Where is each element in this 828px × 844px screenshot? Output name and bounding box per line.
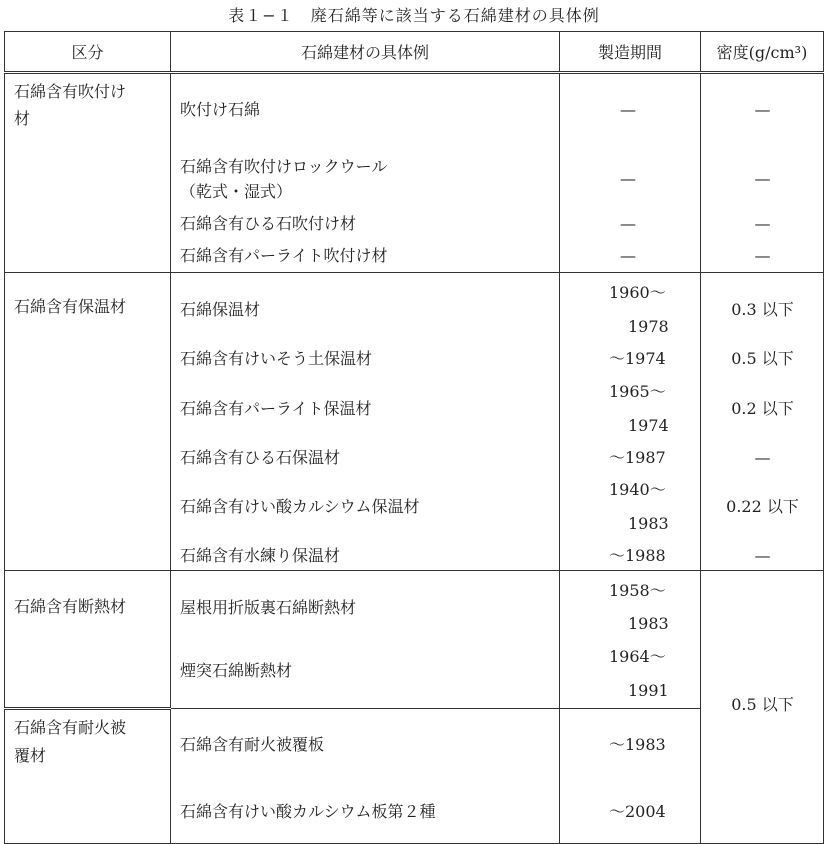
density-value: 0.22 以下: [726, 497, 799, 516]
density-value: 0.2 以下: [731, 399, 794, 418]
category-cell-spray: [5, 73, 171, 273]
material-item: 石綿含有ひる石吹付け材: [180, 214, 357, 233]
material-item: 石綿含有けい酸カルシウム板第２種: [180, 802, 436, 821]
material-item: 石綿含有パーライト保温材: [180, 399, 372, 418]
header-density: 密度(g/cm³): [701, 32, 824, 73]
period-value: 〜1988: [609, 546, 666, 565]
density-value: —: [754, 448, 771, 467]
period-value: —: [620, 169, 636, 188]
period-value: 1958〜: [609, 581, 666, 600]
material-item: 石綿含有ひる石保温材: [180, 448, 341, 467]
material-item: 石綿含有耐火被覆板: [180, 735, 325, 754]
density-value: 0.5 以下: [731, 349, 794, 368]
period-value: 1965〜: [609, 382, 666, 401]
period-cell-fireproof: [560, 709, 701, 844]
asbestos-materials-table: [4, 31, 824, 844]
density-value: 0.3 以下: [731, 300, 794, 319]
period-cell-insulation: [560, 273, 701, 571]
period-value: 〜1983: [609, 735, 666, 754]
material-item: 石綿含有パーライト吹付け材: [180, 246, 388, 265]
material-cell-heat-insulation: [171, 571, 560, 709]
density-value-shared: 0.5 以下: [731, 695, 794, 714]
period-value: 1991: [628, 681, 669, 700]
material-item: 煙突石綿断熱材: [180, 661, 293, 680]
category-line: 覆材: [14, 746, 47, 765]
material-item: 石綿含有吹付けロックウール: [180, 157, 388, 176]
header-category: 区分: [5, 32, 171, 73]
category-cell-fireproof: [5, 709, 171, 844]
material-item: 屋根用折版裏石綿断熱材: [180, 598, 357, 617]
period-value: 1940〜: [609, 480, 666, 499]
material-cell-insulation: [171, 273, 560, 571]
period-value: 〜1987: [609, 448, 666, 467]
material-item: 石綿保温材: [180, 300, 261, 319]
material-item: 石綿含有けい酸カルシウム保温材: [180, 497, 420, 516]
material-item: 吹付け石綿: [180, 100, 261, 119]
density-cell-insulation: [701, 273, 824, 571]
category-line: 材: [14, 109, 31, 128]
period-value: —: [620, 214, 636, 233]
period-cell-spray: [560, 73, 701, 273]
density-cell-spray: [701, 73, 824, 273]
category-line: 石綿含有保温材: [14, 297, 127, 316]
period-value: 1964〜: [609, 647, 666, 666]
density-value: —: [754, 169, 771, 188]
period-value: —: [620, 246, 636, 265]
period-cell-heat-insulation: [560, 571, 701, 709]
material-cell-spray: [171, 73, 560, 273]
material-item: 石綿含有水練り保温材: [180, 546, 341, 565]
period-value: 1974: [628, 416, 669, 435]
density-value: —: [754, 100, 771, 119]
period-value: 〜2004: [609, 802, 666, 821]
material-item: 石綿含有けいそう土保温材: [180, 349, 373, 368]
density-value: —: [754, 214, 771, 233]
period-value: 〜1974: [609, 349, 666, 368]
category-line: 石綿含有耐火被: [14, 718, 127, 737]
category-cell-heat-insulation: [5, 571, 171, 709]
material-cell-fireproof: [171, 709, 560, 844]
category-line: 石綿含有吹付け: [14, 82, 127, 101]
period-value: 1983: [628, 614, 669, 633]
density-cell-shared: [701, 571, 824, 844]
density-value: —: [754, 546, 771, 565]
period-value: 1960〜: [609, 283, 666, 302]
category-line: 石綿含有断熱材: [14, 597, 127, 616]
header-period: 製造期間: [560, 32, 701, 73]
density-value: —: [754, 246, 771, 265]
period-value: 1978: [628, 317, 669, 336]
material-item-note: （乾式・湿式）: [180, 182, 293, 201]
period-value: —: [620, 100, 636, 119]
category-cell-insulation: [5, 273, 171, 571]
period-value: 1983: [628, 514, 669, 533]
header-material: 石綿建材の具体例: [171, 32, 560, 73]
table-title: 表１−１ 廃石綿等に該当する石綿建材の具体例: [228, 6, 600, 25]
